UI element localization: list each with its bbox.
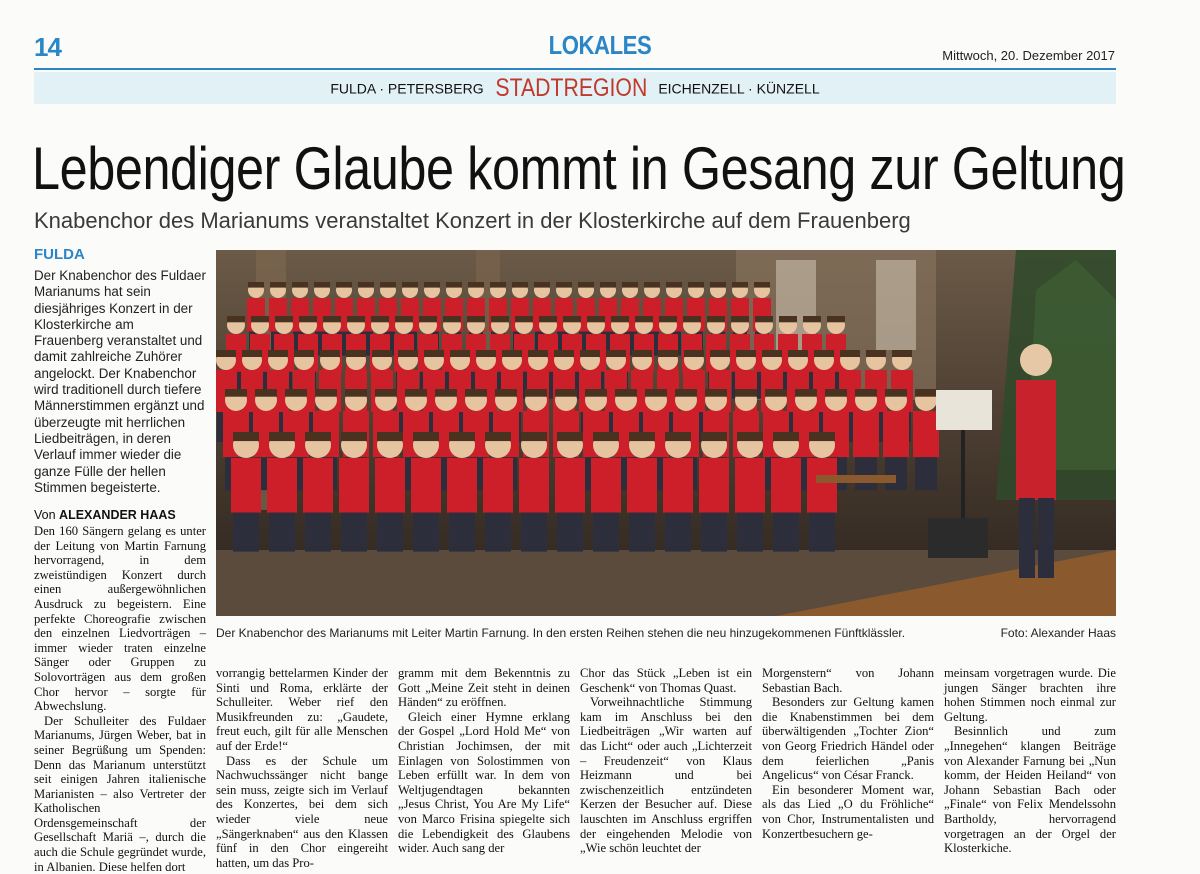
author-name: ALEXANDER HAAS — [59, 508, 176, 522]
paragraph: Gleich einer Hymne erklang der Gospel „Lord Hold Me“ von Christian Jochimsen, der mit Einlagen von Solostimmen von Leben erfüllt war. In dem von Weltjugendtagen bekannten „Jesus Christ, You Are My Life“ von Marco Frisina spiegelte sich die Lebendigkeit des Glaubens wider. Auch sang der — [398, 709, 570, 856]
header-rule — [34, 68, 1116, 70]
choir-photo — [216, 250, 1116, 616]
photo-caption-line — [216, 626, 1116, 640]
region-main: STADTREGION — [495, 74, 647, 102]
article-column-6 — [944, 666, 1116, 856]
paragraph: meinsam vorgetragen wurde. Die jungen Sänger brachten ihre hohen Stimmen noch einmal zur Geltung. — [944, 666, 1116, 724]
article-headline: Lebendiger Glaube kommt in Gesang zur Geltung — [32, 135, 1126, 202]
article-column-3 — [398, 666, 570, 856]
music-stand — [936, 390, 992, 430]
article-lead: Der Knabenchor des Fuldaer Marianums hat sein diesjähriges Konzert in der Klosterkirche am Frauenberg veranstaltet und damit zahlreiche Zuhörer angelockt. Der Knabenchor wird traditionell durch tiefere Männerstimmen ergänzt und überzeugte mit herrlichen Liedbeiträgen, in deren Verlauf immer wieder die ganze Fülle der hellen Stimmen begeisterte. — [34, 268, 206, 495]
paragraph: Chor das Stück „Leben ist ein Geschenk“ von Thomas Quast. — [580, 666, 752, 695]
article-column-4 — [580, 666, 752, 856]
paragraph: Vorweihnachtliche Stimmung kam im Anschluss bei den Liedbeiträgen „Wir warten auf das Licht“ oder auch „Lichterzeit – Freudenzeit“ von Klaus Heizmann und bei zwischenzeitlich entzündeten Kerzen der Besucher auf. Diese lauschten im Anschluss ergriffen der eingehenden Melodie von „Wie schön leuchtet der — [580, 695, 752, 856]
choir-photo-illustration — [216, 250, 1116, 616]
section-title: LOKALES — [548, 30, 652, 60]
paragraph: Ein besonderer Moment war, als das Lied „O du Fröhliche“ von Chor, Instrumentalisten und Konzertbesuchern ge- — [762, 782, 934, 841]
photo-credit: Foto: Alexander Haas — [1000, 626, 1116, 640]
page-number: 14 — [34, 32, 61, 62]
choir-group — [216, 282, 939, 552]
paragraph: Morgenstern“ von Johann Sebastian Bach. — [762, 666, 934, 695]
article-column-1 — [34, 524, 206, 874]
paragraph: gramm mit dem Bekenntnis zu Gott „Meine Zeit steht in deinen Händen“ zu eröffnen. — [398, 666, 570, 710]
byline — [34, 508, 176, 522]
paragraph: Den 160 Sängern gelang es unter der Leitung von Martin Farnung hervorragend, in dem zweistündigen Konzert durch einen außergewöhnlichen Ausdruck zu begeistern. Eine perfekte Choreografie zwischen den einzelnen Liedvorträgen – immer wieder traten einzelne Sänger oder Gruppen zu Solovorträgen aus dem großen Chor hervor – sorgte für Abwechslung. — [34, 524, 206, 714]
paragraph: Der Schulleiter des Fuldaer Marianums, Jürgen Weber, bat in seiner Begrüßung um Spenden: Denn das Marianum unterstützt seit einigen Jahren italienische Marianisten – also Vertreter der Katholischen Ordensgemeinschaft der Gesellschaft Mariä –, durch die auch die Schule gegründet wurde, in Albanien. Diese helfen dort — [34, 713, 206, 874]
byline-prefix: Von — [34, 508, 56, 522]
region-right: EICHENZELL · KÜNZELL — [658, 80, 820, 97]
region-left: FULDA · PETERSBERG — [330, 80, 484, 97]
photo-caption: Der Knabenchor des Marianums mit Leiter Martin Farnung. In den ersten Reihen stehen die neu hinzugekommenen Fünftklässler. — [216, 626, 906, 640]
paragraph: Besonders zur Geltung kamen die Knabenstimmen bei dem überwältigenden „Tochter Zion“ von Georg Friedrich Händel oder dem feierlichen „Panis Angelicus“ von César Franck. — [762, 695, 934, 783]
issue-date: Mittwoch, 20. Dezember 2017 — [942, 48, 1115, 63]
article-subheadline: Knabenchor des Marianums veranstaltet Konzert in der Klosterkirche auf dem Frauenberg — [34, 208, 911, 233]
paragraph: Besinnlich und zum „Innegehen“ klangen Beiträge von Alexander Farnung bei „Nun komm, der Heiden Heiland“ von Johann Sebastian Bach oder „Finale“ von Felix Mendelssohn Bartholdy, hervorragend vorgetragen an der Orgel der Klosterkiche. — [944, 724, 1116, 856]
paragraph: vorrangig bettelarmen Kinder der Sinti und Roma, erklärte der Schulleiter. Weber rief den Musikfreunden zu: „Gaudete, freut euch, gilt für alle Menschen auf der Erde!“ — [216, 666, 388, 753]
paragraph: Dass es der Schule um Nachwuchssänger nicht bange sein muss, zeigte sich im Verlauf des Konzertes, bei dem sich wieder viele neue „Sängerknaben“ aus den Klassen fünf in den Chor eingereiht hatten, um das Pro- — [216, 753, 388, 870]
region-bar — [34, 72, 1116, 104]
dateline-location: FULDA — [34, 246, 85, 263]
side-table — [816, 475, 896, 483]
article-column-2 — [216, 666, 388, 870]
article-column-5 — [762, 666, 934, 841]
amplifier — [928, 518, 988, 558]
